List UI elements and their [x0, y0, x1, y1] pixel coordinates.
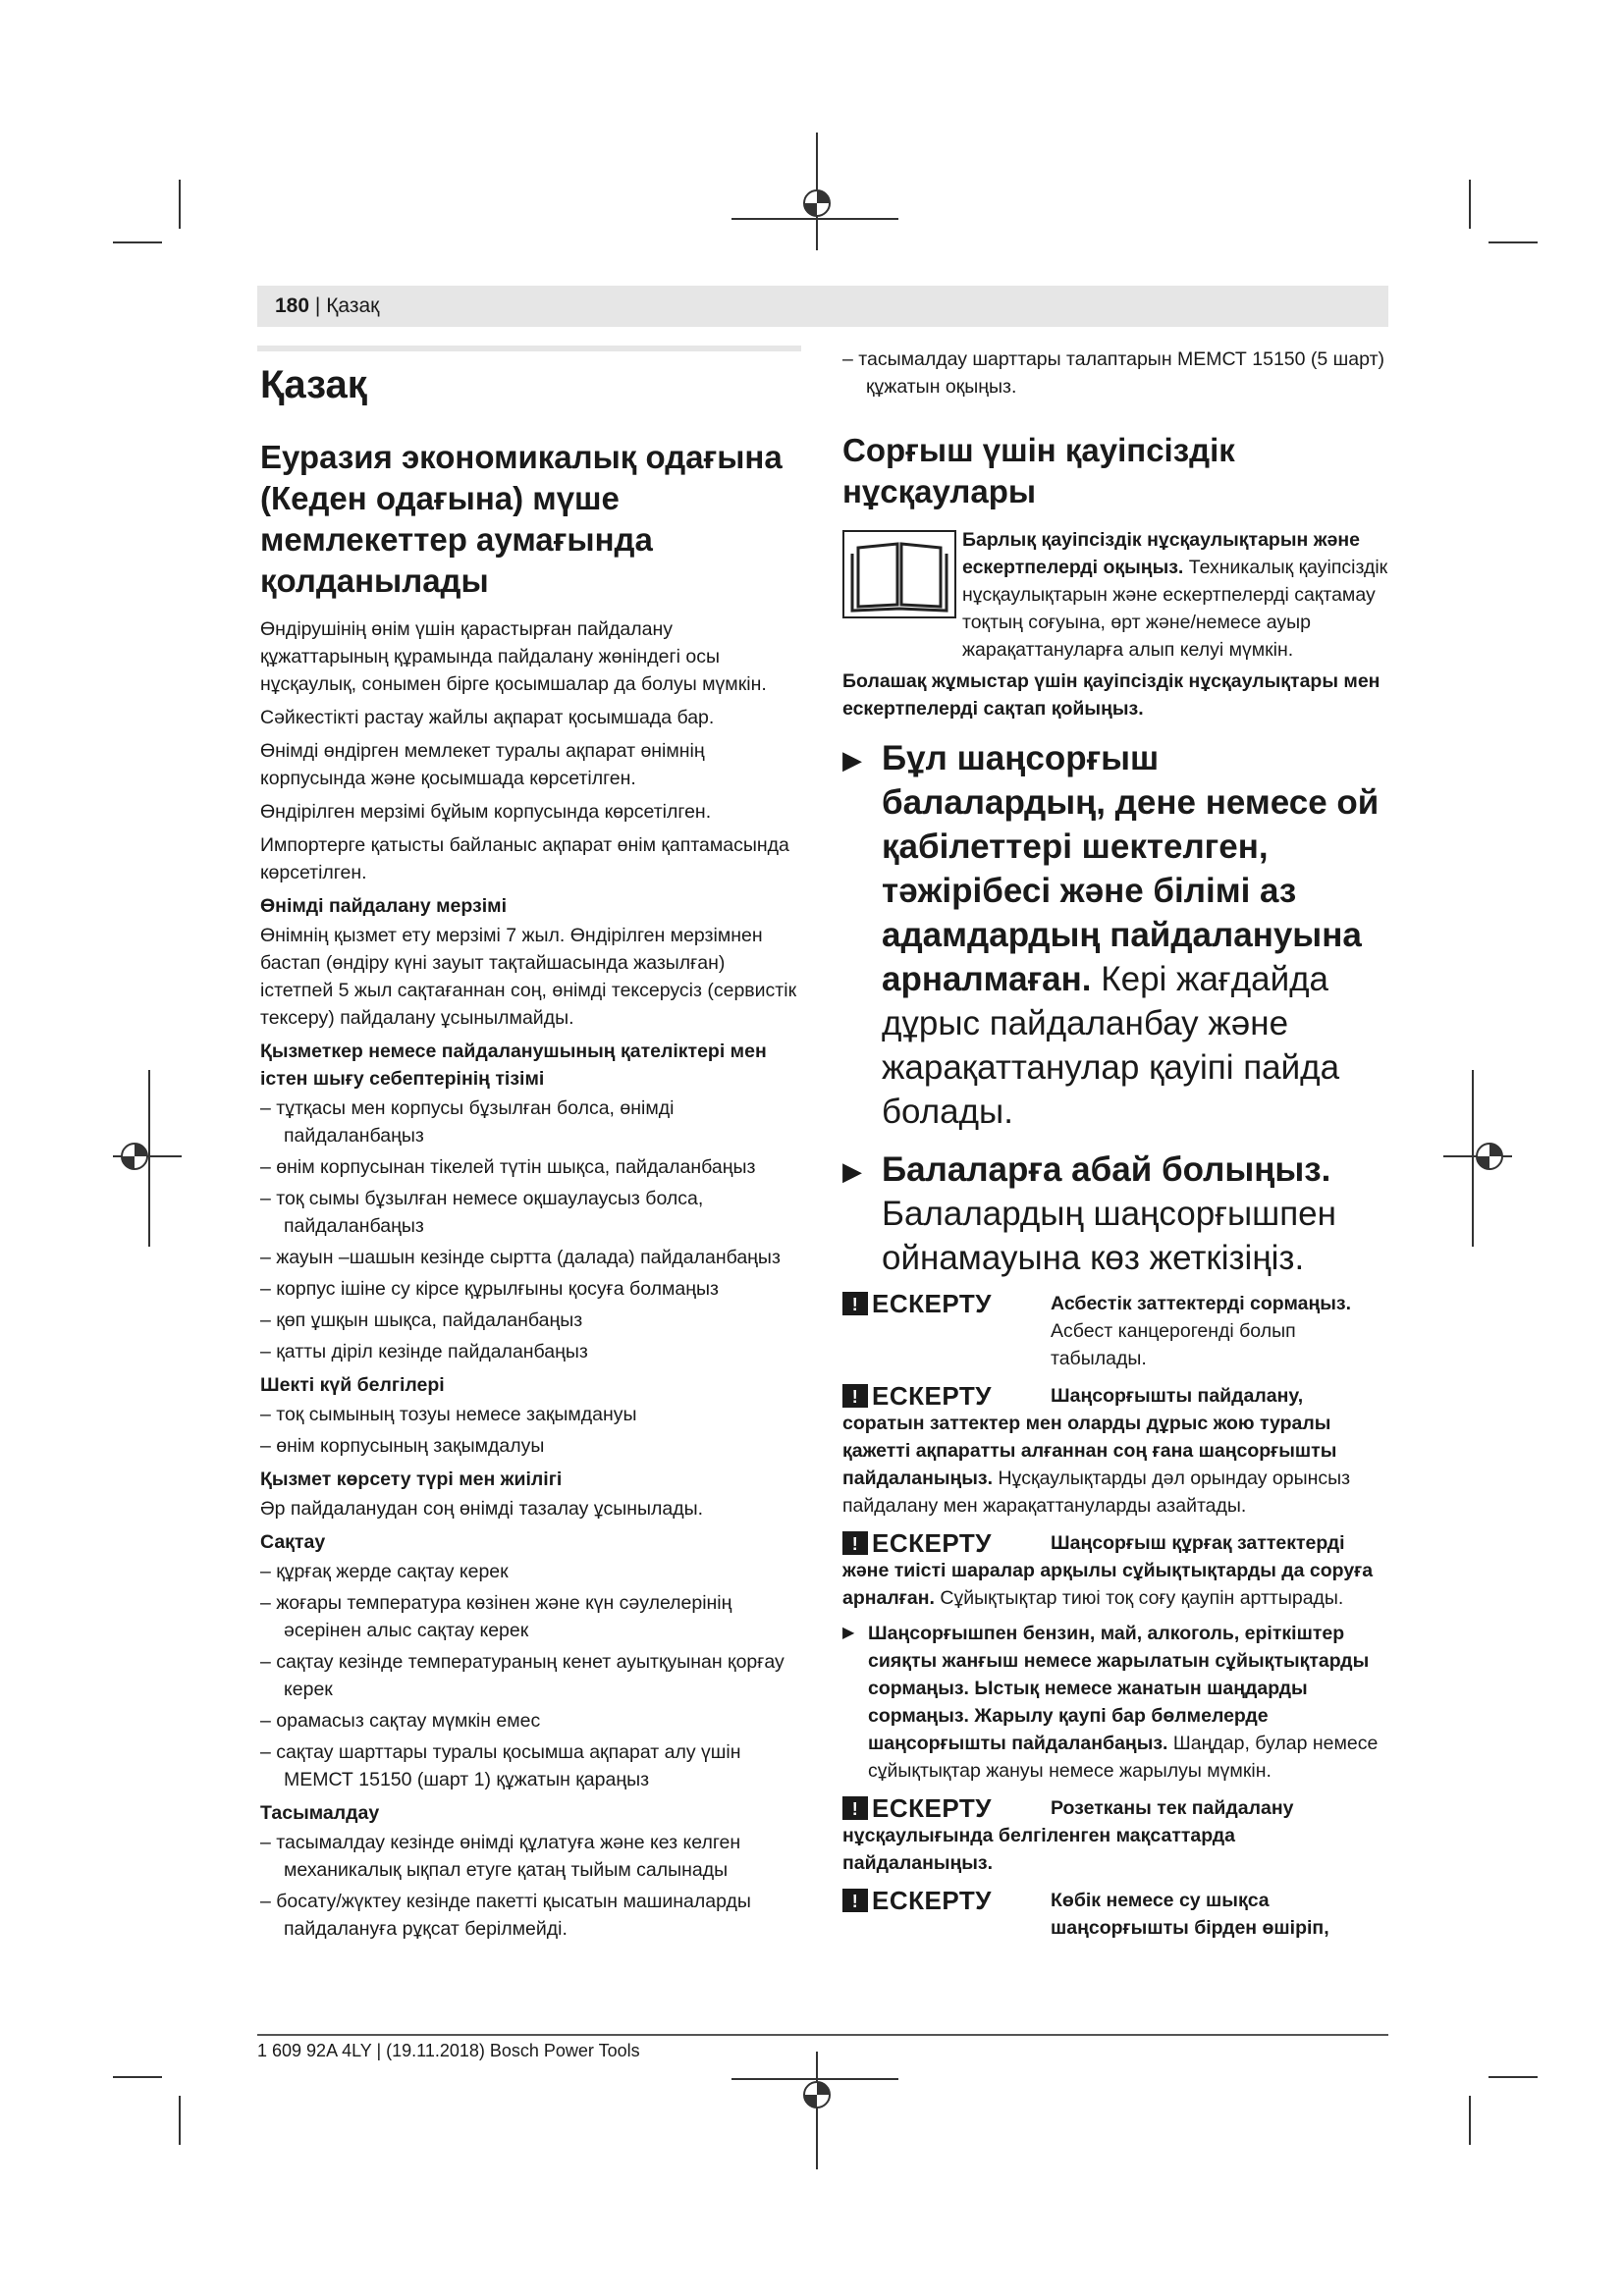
- warning-badge: [842, 1382, 992, 1410]
- warning-label: ЕСКЕРТУ: [872, 1528, 992, 1558]
- warning-text: Нұсқаулықтарды дәл орындау орынсыз пайдалану мен жарақаттануларды азайтады.: [842, 1468, 1351, 1517]
- storage-list: [260, 1558, 802, 1793]
- column-rule: [257, 346, 801, 351]
- registration-mark-bottom: [731, 2052, 898, 2169]
- list-item: – құрғақ жерде сақтау керек: [260, 1558, 802, 1585]
- warning-label: ЕСКЕРТУ: [872, 1381, 992, 1411]
- list-item: – жоғары температура көзінен және күн сәулелерінің әсерінен алыс сақтау керек: [260, 1589, 802, 1644]
- list-item: – тасымалдау шарттары талаптарын МЕМСТ 15150 (5 шарт) құжатын оқыңыз.: [842, 346, 1388, 400]
- bullet-bold: Шаңсорғышпен бензин, май, алкоголь, еріткіштер сияқты жанғыш немесе жарылатын сұйықтықтарды сормаңыз. Ыстық немесе жанатын шаңдарды сормаңыз. Жарылу қаупі бар бөлмелерде шаңсорғышты пайдаланбаңыз.: [868, 1623, 1370, 1754]
- bullet-children-restriction: [842, 736, 1388, 1134]
- page-header-bar: [257, 286, 1388, 327]
- errors-list: [260, 1095, 802, 1365]
- warning-bold: Көбік немесе су шықса шаңсорғышты бірден өшіріп,: [1051, 1890, 1329, 1939]
- crop-mark: [1489, 2076, 1538, 2078]
- warning-badge: [842, 1887, 992, 1914]
- subheading-service: Қызмет көрсету түрі мен жиілігі: [260, 1468, 563, 1490]
- bullet-text: Балалардың шаңсорғышпен ойнамауына көз жеткізіңіз.: [882, 1195, 1336, 1277]
- warning-label: ЕСКЕРТУ: [872, 1289, 992, 1318]
- registration-mark-top: [731, 133, 898, 250]
- paragraph: Импортерге қатысты байланыс ақпарат өнім қаптамасында көрсетілген.: [260, 834, 789, 883]
- warning-triangle-icon: !: [842, 1889, 868, 1912]
- bullet-watch-children: [842, 1148, 1388, 1280]
- keep-instructions: Болашақ жұмыстар үшін қауіпсіздік нұсқаулықтары мен ескертпелерді сақтап қойыңыз.: [842, 670, 1380, 720]
- transport-list: [260, 1829, 802, 1943]
- warning-bold: Розетканы тек пайдалану нұсқаулығында белгіленген мақсаттарда пайдаланыңыз.: [842, 1797, 1294, 1874]
- paragraph: Өндірілген мерзімі бұйым корпусында көрсетілген.: [260, 801, 712, 823]
- list-item: – сақтау кезінде температураның кенет ауытқуынан қорғау керек: [260, 1648, 802, 1703]
- subheading-errors: Қызметкер немесе пайдаланушының қателіктері мен істен шығу себептерінің тізімі: [260, 1041, 767, 1090]
- triangle-bullet-icon: ▶: [842, 1156, 862, 1186]
- warning-bold: Асбестік заттектерді сормаңыз.: [1051, 1293, 1352, 1314]
- subheading-storage: Сақтау: [260, 1531, 326, 1553]
- paragraph: Әр пайдаланудан соң өнімді тазалау ұсынылады.: [260, 1498, 704, 1520]
- paragraph: Сәйкестікті растау жайлы ақпарат қосымшада бар.: [260, 707, 715, 728]
- registration-mark-left: [83, 1070, 182, 1247]
- paragraph: Өндірушінің өнім үшін қарастырған пайдалану құжаттарының құрамында пайдалану жөніндегі осы нұсқаулық, сонымен бірге қосымшалар да болуы мүмкін.: [260, 618, 767, 695]
- bullet-bold: Бұл шаңсорғыш балалардың, дене немесе ой қабілеттері шектелген, тәжірібесі және білімі аз адамдардың пайдалануына арналмаған.: [882, 739, 1380, 998]
- warning-label: ЕСКЕРТУ: [872, 1793, 992, 1823]
- bullet-text: Шаңдар, булар немесе сұйықтықтар жануы немесе жарылуы мүмкін.: [868, 1733, 1379, 1782]
- warning-bold: Шаңсорғыш құрғақ заттектерді және тиісті шаралар арқылы сұйықтықтарды да соруға арналған.: [842, 1532, 1374, 1609]
- crop-mark: [1469, 2096, 1471, 2145]
- list-item: – жауын –шашын кезінде сыртта (далада) пайдаланбаңыз: [260, 1244, 802, 1271]
- footer-rule: [257, 2034, 1388, 2036]
- warning-triangle-icon: !: [842, 1384, 868, 1408]
- warning-triangle-icon: !: [842, 1796, 868, 1820]
- right-column: [842, 346, 1388, 1949]
- page-header: [275, 294, 379, 318]
- crop-mark: [1489, 241, 1538, 243]
- warning-liquids: [842, 1529, 1388, 1612]
- registration-mark-right: [1443, 1070, 1542, 1247]
- page-title: Қазақ: [260, 363, 367, 406]
- list-item: – тоқ сымының тозуы немесе зақымдануы: [260, 1401, 802, 1428]
- paragraph: Өнімнің қызмет ету мерзімі 7 жыл. Өндірілген мерзімнен бастап (өндіру күні зауыт тақтайшасында жазылған) істетпей 5 жыл сақтағаннан соң, өнімді тексерусіз (сервистік тексеру) пайдалану ұсынылмайды.: [260, 925, 797, 1029]
- subheading-limit-state: Шекті күй белгілері: [260, 1374, 445, 1396]
- list-item: – тасымалдау кезінде өнімді құлатуға және кез келген механикалық ықпал етуге қатаң тыйым салынады: [260, 1829, 802, 1884]
- paragraph: Өнімді өндірген мемлекет туралы ақпарат өнімнің корпусында және қосымшада көрсетілген.: [260, 740, 705, 789]
- warning-bold: Шаңсорғышты пайдалану, соратын заттектер мен оларды дұрыс жою туралы қажетті ақпаратты алғаннан соң ғана шаңсорғышты пайдаланыңыз.: [842, 1385, 1337, 1489]
- section-heading-safety: Сорғыш үшін қауіпсіздік нұсқаулары: [842, 432, 1235, 509]
- read-manual-block: [842, 526, 1388, 664]
- read-manual-bold: Барлық қауіпсіздік нұсқаулықтарын және ескертпелерді оқыңыз.: [962, 529, 1360, 578]
- book-icon: [842, 530, 956, 618]
- header-separator: |: [314, 294, 321, 317]
- subheading-service-life: Өнімді пайдалану мерзімі: [260, 895, 507, 917]
- warning-socket: [842, 1794, 1388, 1877]
- list-item: – қатты діріл кезінде пайдаланбаңыз: [260, 1338, 802, 1365]
- limit-state-list: [260, 1401, 802, 1460]
- warning-text: Сұйықтықтар тиюі тоқ соғу қаупін арттырады.: [940, 1587, 1344, 1609]
- warning-triangle-icon: !: [842, 1292, 868, 1315]
- warning-badge: [842, 1529, 992, 1557]
- warning-foam: [842, 1887, 1388, 1942]
- crop-mark: [179, 2096, 181, 2145]
- warning-triangle-icon: !: [842, 1531, 868, 1555]
- page-footer: 1 609 92A 4LY | (19.11.2018) Bosch Power Tools: [257, 2041, 640, 2060]
- section-heading-eaeu: Еуразия экономикалық одағына (Кеден одағына) мүше мемлекеттер аумағында қолданылады: [260, 439, 783, 599]
- list-item: – тұтқасы мен корпусы бұзылған болса, өнімді пайдаланбаңыз: [260, 1095, 802, 1149]
- crop-mark: [113, 2076, 162, 2078]
- subheading-transport: Тасымалдау: [260, 1802, 380, 1824]
- page-number: 180: [275, 294, 310, 317]
- warning-badge: [842, 1794, 992, 1822]
- read-manual-text: Техникалық қауіпсіздік нұсқаулықтарын және ескертпелерді сақтамау тоқтың соғуына, өрт және/немесе ауыр жарақаттануларға алып келуі мүмкін.: [962, 557, 1388, 661]
- left-column: [260, 363, 802, 1947]
- list-item: – орамасыз сақтау мүмкін емес: [260, 1707, 802, 1735]
- crop-mark: [113, 241, 162, 243]
- warning-text: Асбест канцерогенді болып табылады.: [1051, 1320, 1296, 1369]
- header-language: Қазақ: [326, 294, 380, 317]
- triangle-bullet-icon: ▶: [842, 745, 862, 774]
- list-item: – қөп ұшқын шықса, пайдаланбаңыз: [260, 1307, 802, 1334]
- bullet-text: Кері жағдайда дұрыс пайдаланбау және жарақаттанулар қауіпі пайда болады.: [882, 960, 1340, 1131]
- crop-mark: [179, 180, 181, 229]
- crop-mark: [1469, 180, 1471, 229]
- bullet-flammable: [842, 1620, 1388, 1785]
- triangle-bullet-icon: ▶: [842, 1625, 855, 1641]
- warning-badge: [842, 1290, 992, 1317]
- list-item: – босату/жүктеу кезінде пакетті қысатын машиналарды пайдалануға рұқсат берілмейді.: [260, 1888, 802, 1943]
- list-item: – тоқ сымы бұзылған немесе оқшаулаусыз болса, пайдаланбаңыз: [260, 1185, 802, 1240]
- list-item: – сақтау шарттары туралы қосымша ақпарат алу үшін МЕМСТ 15150 (шарт 1) құжатын қараңыз: [260, 1738, 802, 1793]
- bullet-bold: Балаларға абай болыңыз.: [882, 1150, 1331, 1189]
- warning-asbestos: [842, 1290, 1388, 1372]
- warning-label: ЕСКЕРТУ: [872, 1886, 992, 1915]
- list-item: – корпус ішіне су кірсе құрылғыны қосуға болмаңыз: [260, 1275, 802, 1303]
- list-item: – өнім корпусынан тікелей түтін шықса, пайдаланбаңыз: [260, 1153, 802, 1181]
- transport-list-continued: [842, 346, 1388, 400]
- list-item: – өнім корпусының зақымдалуы: [260, 1432, 802, 1460]
- warning-usage: [842, 1382, 1388, 1520]
